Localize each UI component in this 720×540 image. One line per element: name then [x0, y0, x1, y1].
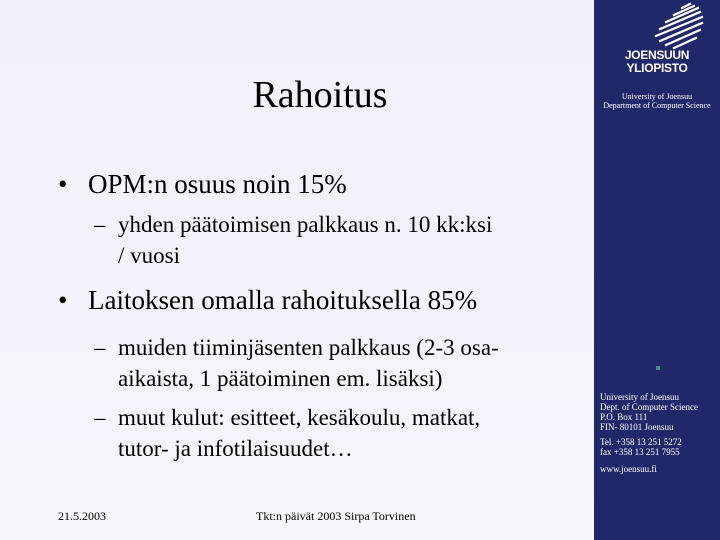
address-line: fax +358 13 251 7955: [600, 447, 680, 457]
university-logo-icon: [642, 2, 710, 50]
sub-bullet-line: tutor- ja infotilaisuudet…: [118, 436, 353, 461]
sub-bullet-line: yhden päätoimisen palkkaus n. 10 kk:ksi: [118, 212, 493, 237]
sub-bullet-line: aikaista, 1 päätoiminen em. lisäksi): [118, 366, 443, 391]
dept-line-1: University of Joensuu: [621, 92, 693, 101]
dept-line-2: Department of Computer Science: [603, 101, 711, 110]
accent-square-icon: [656, 366, 660, 370]
sub-bullet-line: muiden tiiminjäsenten palkkaus (2-3 osa-: [118, 335, 499, 360]
bullet-text: Laitoksen omalla rahoituksella 85%: [88, 285, 478, 315]
dash-symbol: –: [94, 405, 106, 430]
sub-bullet-line: muut kulut: esitteet, kesäkoulu, matkat,: [118, 405, 481, 430]
slide-title: Rahoitus: [252, 74, 388, 116]
footer-caption: Tkt:n päivät 2003 Sirpa Torvinen: [256, 509, 416, 523]
website-link[interactable]: www.joensuu.fi: [600, 464, 657, 474]
bullet-text: OPM:n osuus noin 15%: [88, 169, 347, 199]
dash-symbol: –: [94, 335, 106, 360]
address-line: P.O. Box 111: [600, 412, 648, 422]
address-line: University of Joensuu: [600, 392, 679, 402]
university-sidebar: [594, 0, 720, 540]
bullet-symbol: •: [58, 285, 68, 315]
dash-symbol: –: [94, 212, 106, 237]
footer-date: 21.5.2003: [58, 509, 106, 523]
address-line: Dept. of Computer Science: [600, 402, 698, 412]
address-line: FIN- 80101 Joensuu: [600, 422, 674, 432]
address-line: Tel. +358 13 251 5272: [600, 437, 682, 447]
sub-bullet-line: / vuosi: [118, 243, 180, 268]
bullet-symbol: •: [58, 169, 68, 199]
logo-line-1: JOENSUUN: [624, 48, 690, 62]
logo-line-2: YLIOPISTO: [626, 61, 688, 75]
